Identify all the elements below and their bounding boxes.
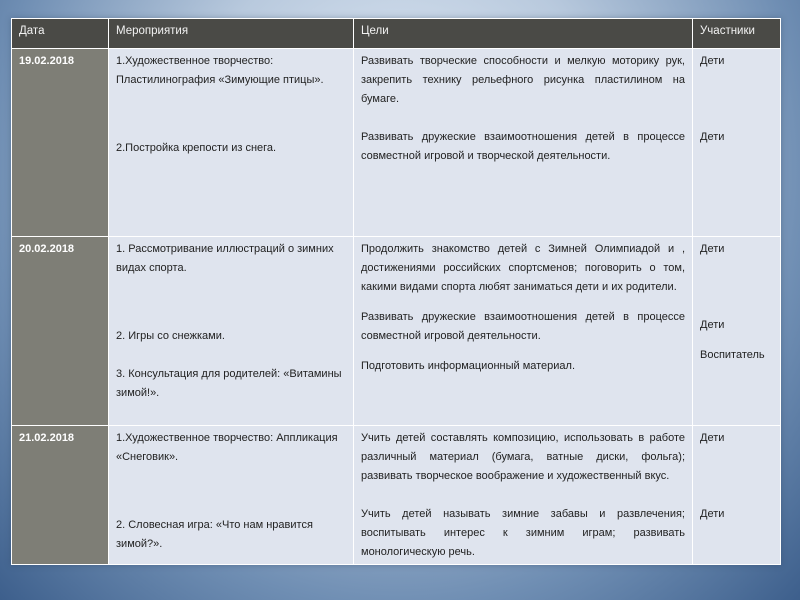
- row-date: 20.02.2018: [12, 237, 109, 426]
- participant-item: Дети: [700, 319, 725, 331]
- goal-item: Учить детей составлять композицию, использовать в работе различный материал (бумага, ватные диски, фольга); развивать творческое воображение и художественный вкус.: [361, 432, 685, 482]
- header-date: Дата: [12, 19, 109, 49]
- event-item: 2.Постройка крепости из снега.: [116, 142, 277, 154]
- table-row: [12, 426, 781, 565]
- table-row: [12, 237, 781, 426]
- row-goals: [354, 237, 693, 426]
- event-item: 2. Словесная игра: «Что нам нравится зимой?».: [116, 519, 313, 550]
- row-goals: [354, 426, 693, 565]
- header-row: [12, 19, 781, 49]
- row-goals: [354, 49, 693, 237]
- goal-item: Развивать дружеские взаимоотношения детей в процессе совместной игровой деятельности.: [361, 311, 685, 342]
- participant-item: Воспитатель: [700, 349, 765, 361]
- row-participants: [693, 237, 781, 426]
- header-goals: Цели: [354, 19, 693, 49]
- participant-item: Дети: [700, 243, 725, 255]
- goal-item: Продолжить знакомство детей с Зимней Олимпиадой и , достижениями российских спортсменов; поговорить о том, какими видами спорта любят заниматься дети и их родители.: [361, 243, 685, 293]
- goal-item: Развивать творческие способности и мелкую моторику рук, закрепить технику рельефного рисунка пластилином на бумаге.: [361, 55, 685, 105]
- header-participants: Участники: [693, 19, 781, 49]
- row-events: [109, 49, 354, 237]
- goal-item: Подготовить информационный материал.: [361, 360, 576, 372]
- goal-item: Развивать дружеские взаимоотношения детей в процессе совместной игровой и творческой деятельности.: [361, 131, 685, 162]
- participant-item: Дети: [700, 508, 725, 520]
- event-item: 1.Художественное творчество: Аппликация «Снеговик».: [116, 432, 338, 463]
- participant-item: Дети: [700, 131, 725, 143]
- event-item: 1.Художественное творчество: Пластилинография «Зимующие птицы».: [116, 55, 324, 86]
- row-participants: [693, 426, 781, 565]
- goal-item: Учить детей называть зимние забавы и развлечения; воспитывать интерес к зимним играм; развивать монологическую речь.: [361, 508, 685, 558]
- row-participants: [693, 49, 781, 237]
- row-date: 19.02.2018: [12, 49, 109, 237]
- participant-item: Дети: [700, 432, 725, 444]
- participant-item: Дети: [700, 55, 725, 67]
- table-row: [12, 49, 781, 237]
- row-date: 21.02.2018: [12, 426, 109, 565]
- schedule-table: [11, 18, 781, 565]
- event-item: 3. Консультация для родителей: «Витамины зимой!».: [116, 368, 342, 399]
- event-item: 2. Игры со снежками.: [116, 330, 225, 342]
- event-item: 1. Рассмотривание иллюстраций о зимних видах спорта.: [116, 243, 334, 274]
- header-events: Мероприятия: [109, 19, 354, 49]
- row-events: [109, 237, 354, 426]
- row-events: [109, 426, 354, 565]
